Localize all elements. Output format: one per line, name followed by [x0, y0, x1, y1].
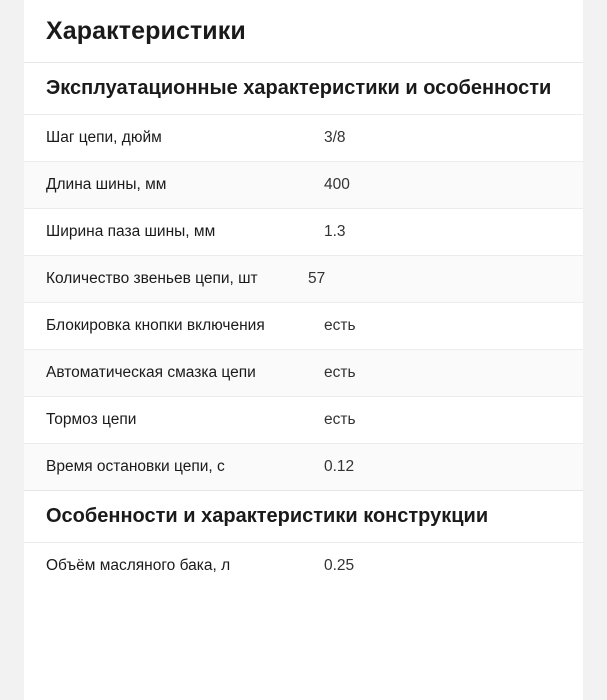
spec-row [24, 208, 583, 255]
spec-row [24, 349, 583, 396]
spec-sheet [24, 0, 583, 700]
spec-row [24, 302, 583, 349]
spec-row [24, 255, 583, 302]
spec-name: Ширина паза шины, мм [46, 222, 216, 240]
spec-value: 400 [324, 175, 350, 193]
spec-name: Длина шины, мм [46, 175, 167, 193]
spec-name: Количество звеньев цепи, шт [46, 269, 258, 287]
spec-value: 0.25 [324, 556, 355, 574]
spec-value: есть [324, 363, 356, 381]
spec-value: 57 [308, 269, 326, 287]
spec-sections [24, 62, 583, 589]
section-heading: Эксплуатационные характеристики и особенности [24, 62, 583, 114]
spec-name: Время остановки цепи, с [46, 457, 225, 475]
spec-name: Объём масляного бака, л [46, 556, 231, 574]
spec-value: есть [324, 410, 356, 428]
spec-value: есть [324, 316, 356, 334]
spec-row [24, 114, 583, 161]
spec-name: Автоматическая смазка цепи [46, 363, 256, 381]
spec-value: 0.12 [324, 457, 355, 475]
page-title: Характеристики [46, 17, 246, 45]
spec-name: Шаг цепи, дюйм [46, 128, 162, 146]
section-heading: Особенности и характеристики конструкции [24, 490, 583, 542]
spec-row [24, 542, 583, 589]
spec-row [24, 443, 583, 490]
spec-name: Тормоз цепи [46, 410, 137, 428]
spec-value: 3/8 [324, 128, 346, 146]
spec-row [24, 161, 583, 208]
spec-value: 1.3 [324, 222, 346, 240]
spec-name: Блокировка кнопки включения [46, 316, 265, 334]
spec-row [24, 396, 583, 443]
